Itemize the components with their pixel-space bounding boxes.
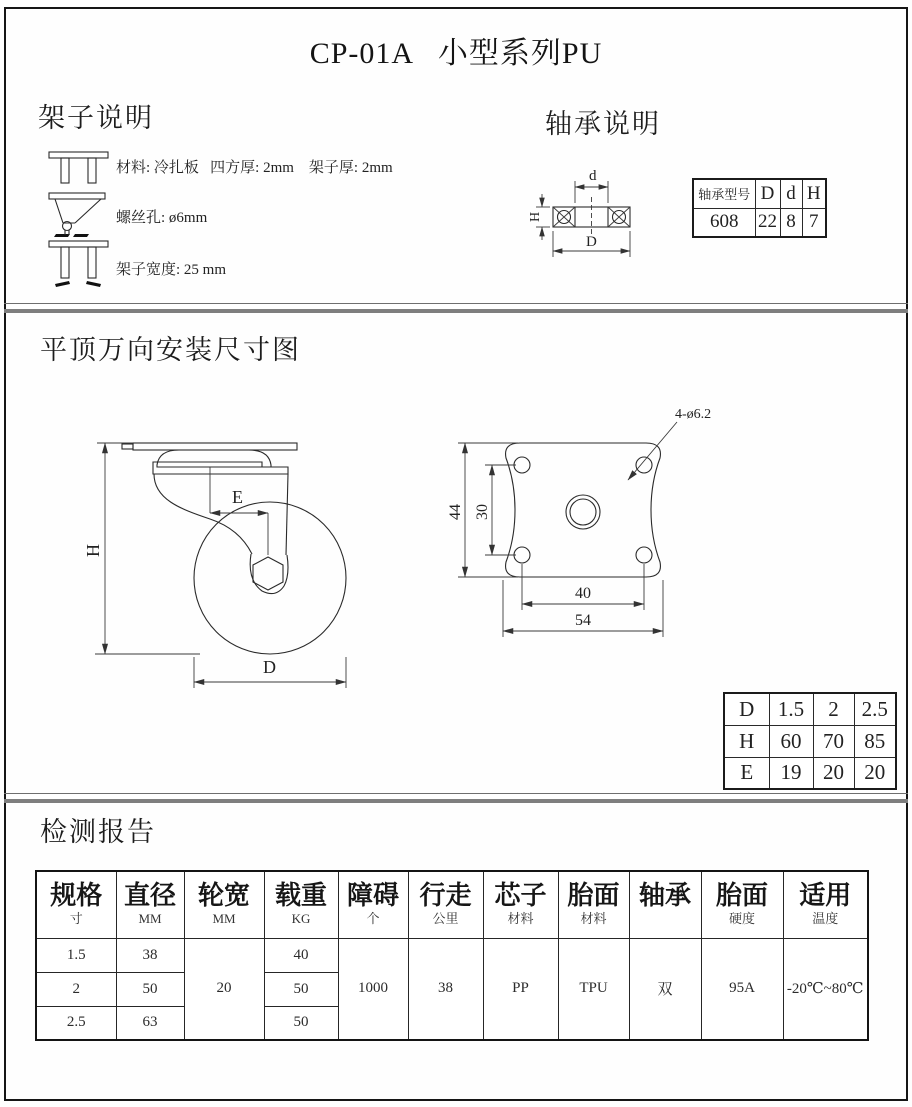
load-cell: 50 xyxy=(264,972,338,1006)
bearing-spec-table xyxy=(692,178,827,238)
frame-section-heading: 架子说明 xyxy=(38,103,154,133)
caster-side-view-drawing xyxy=(85,415,395,715)
bearing-dim-D-label: D xyxy=(586,234,597,250)
plate-holes-note-label: 4-ø6.2 xyxy=(675,407,712,422)
wheel-width-cell: 20 xyxy=(184,938,264,1040)
dhe-row-D-label: D xyxy=(724,693,769,725)
report-col-header-core-material: 芯子 材料 xyxy=(483,871,558,938)
install-section-heading: 平顶万向安装尺寸图 xyxy=(40,335,301,365)
section-divider-rule-1 xyxy=(4,309,908,313)
bearing-model-value: 608 xyxy=(693,208,755,237)
report-col-header-wheel-width: 轮宽 MM xyxy=(184,871,264,938)
spec-cell: 1.5 xyxy=(36,938,116,972)
dhe-cell: 2 xyxy=(813,693,854,725)
dhe-cell: 2.5 xyxy=(854,693,896,725)
plate-dim-54-label: 54 xyxy=(575,612,591,629)
load-cell: 40 xyxy=(264,938,338,972)
frame-fork-icon xyxy=(48,192,110,240)
plate-dim-40-label: 40 xyxy=(575,585,591,602)
temp-range-cell: -20℃~80℃ xyxy=(783,938,868,1040)
walk-distance-cell: 38 xyxy=(408,938,483,1040)
test-report-table xyxy=(35,870,869,1041)
dhe-cell: 19 xyxy=(769,757,813,789)
bearing-table-header-D: D xyxy=(755,179,780,208)
bearing-dim-d-label: d xyxy=(589,168,597,184)
report-col-header-tread-material: 胎面 材料 xyxy=(558,871,629,938)
bearing-D-value: 22 xyxy=(755,208,780,237)
bearing-dim-H-label: H xyxy=(528,211,543,222)
bearing-H-value: 7 xyxy=(802,208,826,237)
report-col-header-diameter: 直径 MM xyxy=(116,871,184,938)
spec-cell: 2 xyxy=(36,972,116,1006)
bearing-table-header-d: d xyxy=(780,179,802,208)
dhe-cell: 60 xyxy=(769,725,813,757)
diameter-cell: 63 xyxy=(116,1006,184,1040)
spec-cell: 2.5 xyxy=(36,1006,116,1040)
table-row xyxy=(724,725,896,757)
bearing-section-heading: 轴承说明 xyxy=(545,109,661,139)
frame-width-icon xyxy=(48,240,110,290)
frame-width-label: 架子宽度: 25 mm xyxy=(116,262,227,278)
report-section-heading: 检测报告 xyxy=(40,817,156,847)
bearing-type-cell: 双 xyxy=(629,938,701,1040)
diameter-cell: 38 xyxy=(116,938,184,972)
core-material-cell: PP xyxy=(483,938,558,1040)
bearing-drawing xyxy=(528,163,663,273)
size-selection-table xyxy=(723,692,897,790)
tread-hardness-cell: 95A xyxy=(701,938,783,1040)
dhe-cell: 20 xyxy=(813,757,854,789)
caster-dim-E-label: E xyxy=(232,487,243,507)
report-col-header-temperature: 适用 温度 xyxy=(783,871,868,938)
dhe-row-E-label: E xyxy=(724,757,769,789)
bearing-table-header-H: H xyxy=(802,179,826,208)
section-divider-line-2 xyxy=(4,793,908,794)
dhe-cell: 20 xyxy=(854,757,896,789)
page-title: CP-01A 小型系列PU xyxy=(309,37,603,70)
bearing-d-value: 8 xyxy=(780,208,802,237)
bearing-table-header-model: 轴承型号 xyxy=(693,179,755,208)
section-divider-rule-2 xyxy=(4,799,908,803)
mounting-plate-top-view-drawing xyxy=(430,400,740,670)
report-header-row xyxy=(36,871,868,938)
table-row xyxy=(724,693,896,725)
caster-dim-H-label: H xyxy=(83,544,103,557)
report-col-header-bearing: 轴承 xyxy=(629,871,701,938)
table-row xyxy=(724,757,896,789)
dhe-cell: 70 xyxy=(813,725,854,757)
report-col-header-hardness: 胎面 硬度 xyxy=(701,871,783,938)
obstacle-count-cell: 1000 xyxy=(338,938,408,1040)
load-cell: 50 xyxy=(264,1006,338,1040)
dhe-row-H-label: H xyxy=(724,725,769,757)
report-data-row xyxy=(36,938,868,972)
report-col-header-distance: 行走 公里 xyxy=(408,871,483,938)
dhe-cell: 1.5 xyxy=(769,693,813,725)
caster-dim-D-label: D xyxy=(263,657,276,677)
tread-material-cell: TPU xyxy=(558,938,629,1040)
diameter-cell: 50 xyxy=(116,972,184,1006)
plate-dim-44-label: 44 xyxy=(447,504,464,520)
frame-material-label: 材料: 冷扎板 四方厚: 2mm 架子厚: 2mm xyxy=(116,160,393,176)
report-col-header-load: 载重 KG xyxy=(264,871,338,938)
report-col-header-obstacle: 障碍 个 xyxy=(338,871,408,938)
plate-dim-30-label: 30 xyxy=(474,504,491,520)
section-divider-line-1 xyxy=(4,303,908,304)
dhe-cell: 85 xyxy=(854,725,896,757)
report-col-header-spec: 规格 寸 xyxy=(36,871,116,938)
frame-screw-hole-label: 螺丝孔: ø6mm xyxy=(116,210,208,226)
frame-profile-top-icon xyxy=(48,148,110,188)
